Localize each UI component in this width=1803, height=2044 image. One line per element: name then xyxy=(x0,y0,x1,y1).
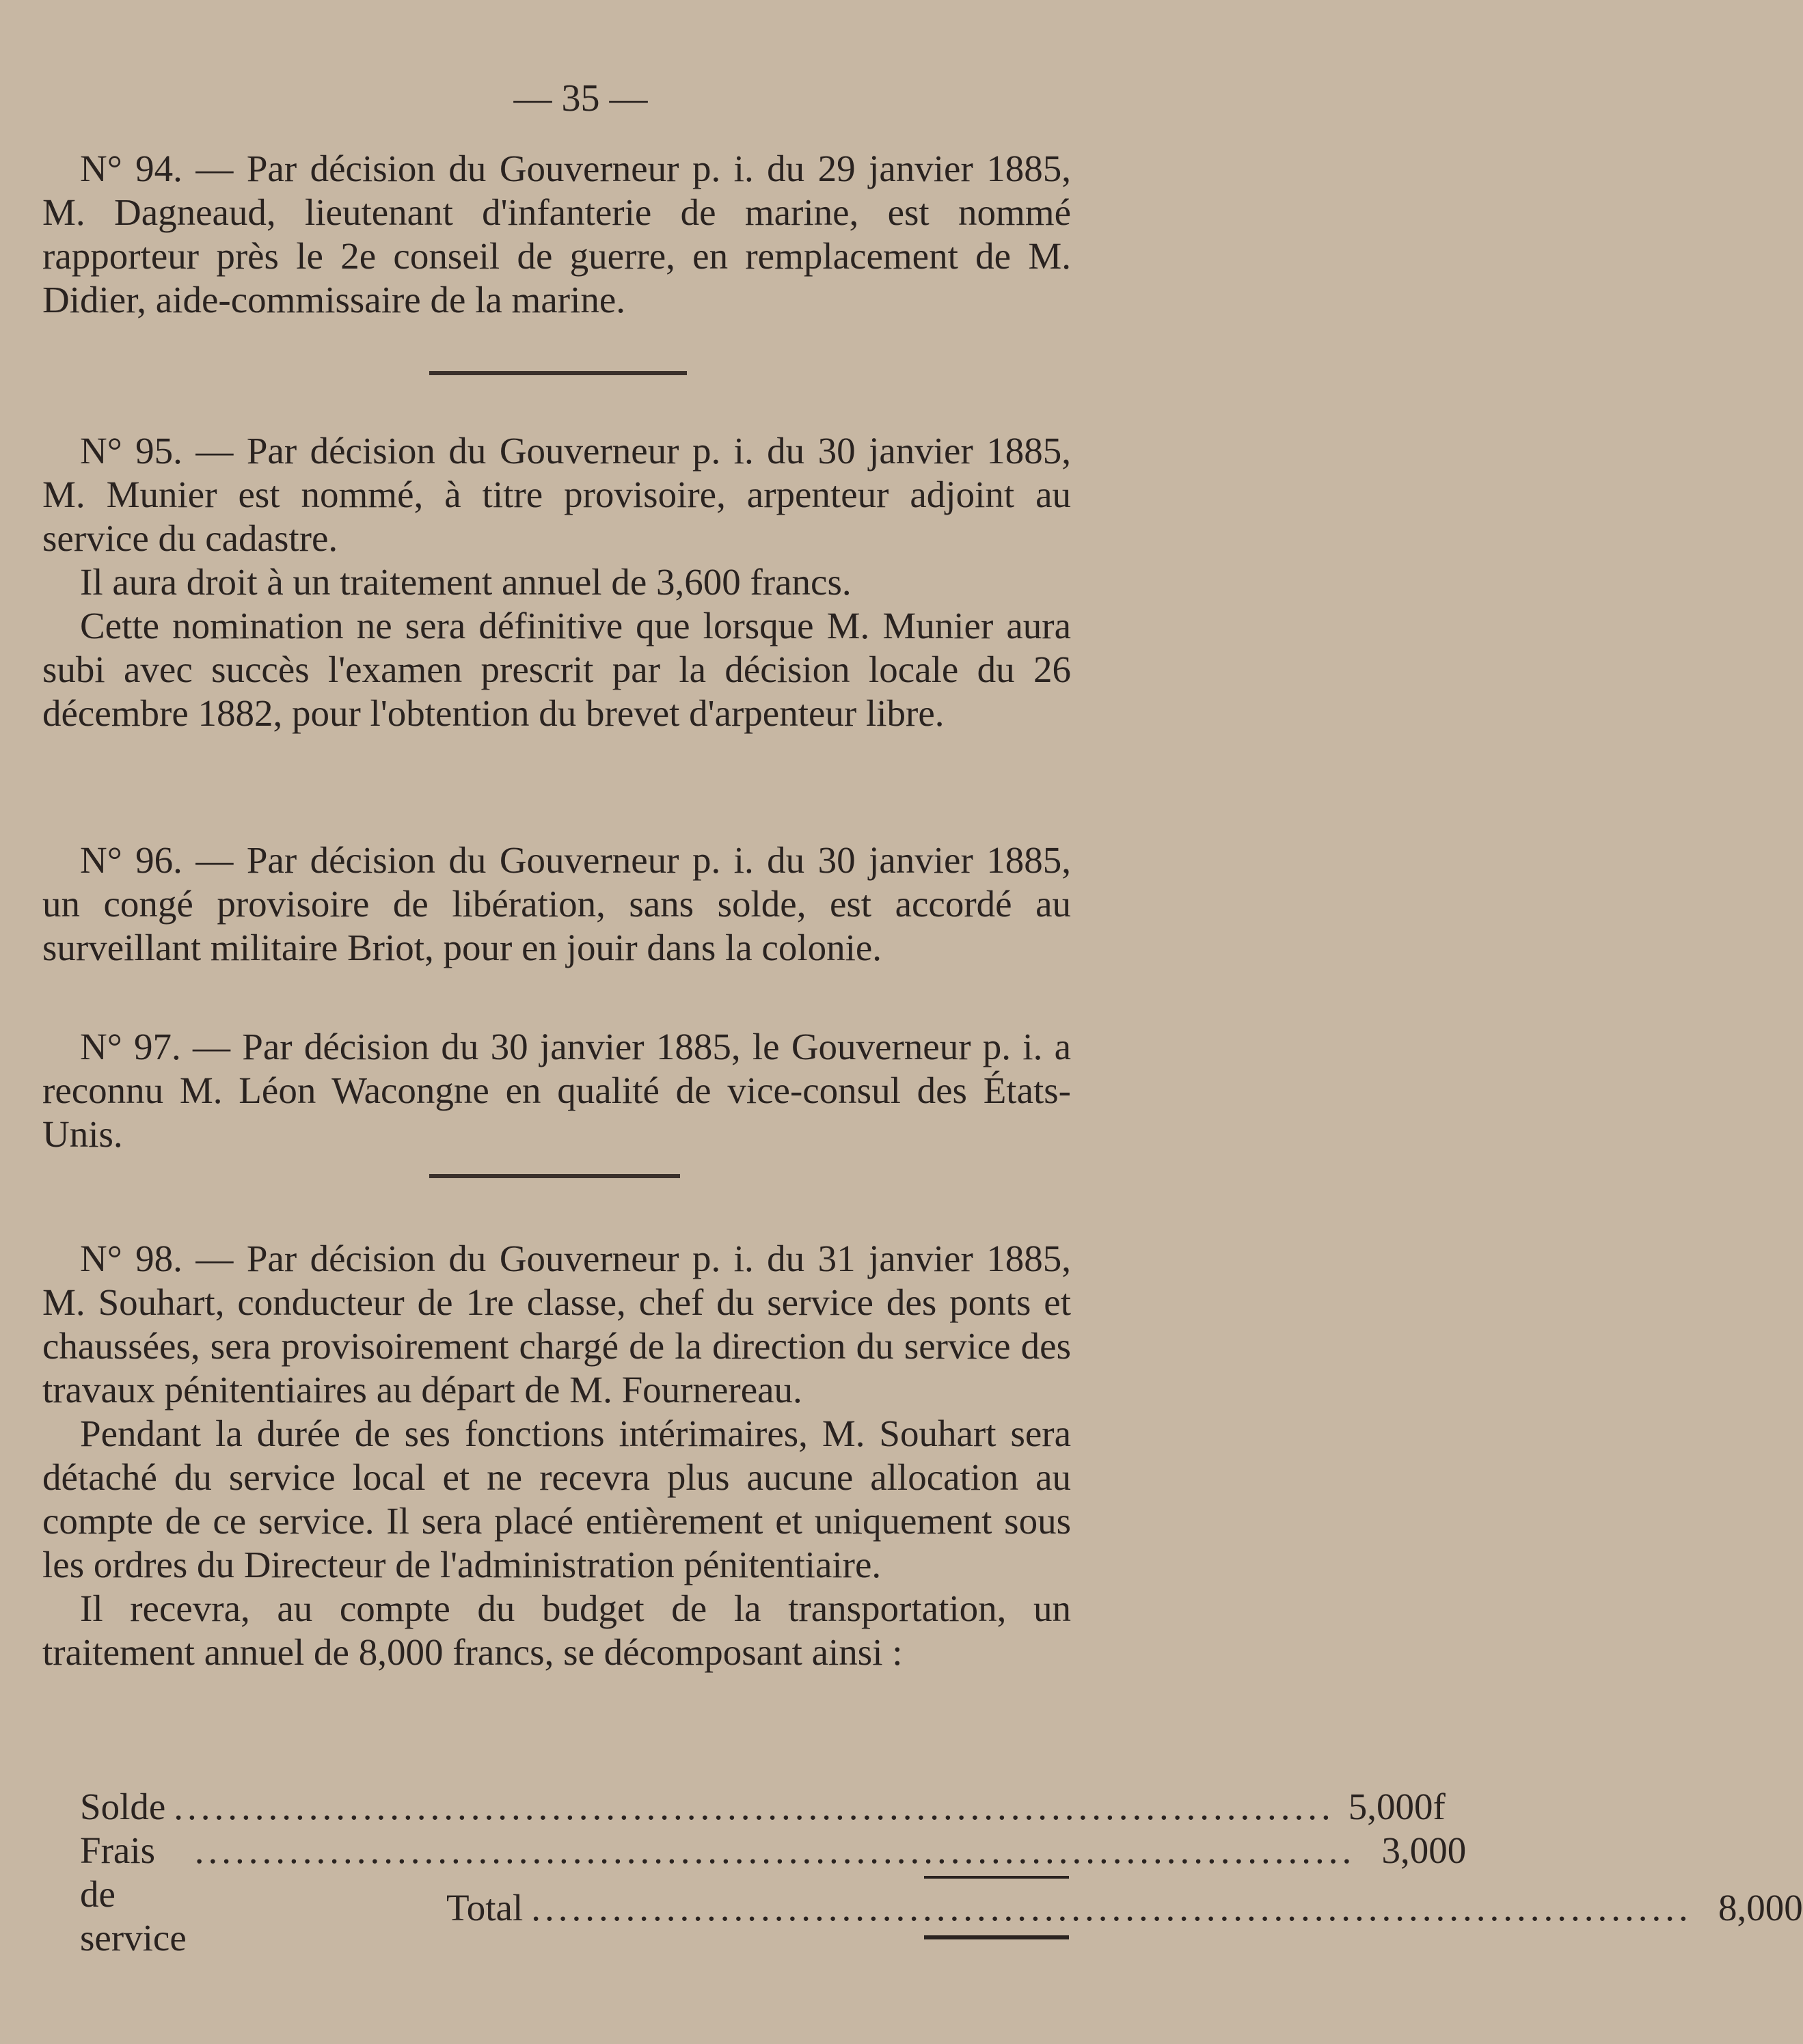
salary-total-amount: 8,000 xyxy=(1718,1887,1803,1929)
decision-96 xyxy=(42,839,1071,970)
decision-98 xyxy=(42,1237,1071,1674)
decision-98-paragraph-1: N° 98. — Par décision du Gouverneur p. i. du 31 janvier 1885, M. Souhart, conducteur de 1re classe, chef du service des ponts et chaussées, sera provisoirement chargé de la direction du service des travaux pénitentiaires au départ de M. Fournereau. xyxy=(42,1238,1071,1411)
total-double-rule xyxy=(924,1935,1069,1939)
decision-97-paragraph-1: N° 97. — Par décision du 30 janvier 1885, le Gouverneur p. i. a reconnu M. Léon Wacongne en qualité de vice-consul des États-Unis. xyxy=(42,1026,1071,1155)
dot-leader: ...................................................................................... xyxy=(174,1786,1335,1827)
salary-row-label: Frais de service xyxy=(80,1829,187,1959)
salary-total-row xyxy=(446,1886,1803,1930)
salary-row-amount: 5,000f xyxy=(1348,1786,1446,1827)
decision-95-paragraph-3: Cette nomination ne sera définitive que lorsque M. Munier aura subi avec succès l'examen prescrit par la décision locale du 26 décembre 1882, pour l'obtention du brevet d'arpenteur libre. xyxy=(42,605,1071,734)
decision-95-paragraph-2: Il aura droit à un traitement annuel de 3,600 francs. xyxy=(80,561,852,603)
dot-leader: ...................................................................................... xyxy=(531,1887,1692,1929)
section-divider xyxy=(429,1174,680,1178)
salary-total-label: Total xyxy=(446,1887,524,1929)
decision-96-paragraph-1: N° 96. — Par décision du Gouverneur p. i. du 30 janvier 1885, un congé provisoire de libération, sans solde, est accordé au surveillant militaire Briot, pour en jouir dans la colonie. xyxy=(42,839,1071,968)
salary-row-amount: 3,000 xyxy=(1381,1829,1467,1871)
dot-leader: ...................................................................................... xyxy=(194,1829,1356,1871)
page-number: — 35 — xyxy=(513,77,648,120)
decision-95 xyxy=(42,429,1071,735)
decision-98-paragraph-3: Il recevra, au compte du budget de la transportation, un traitement annuel de 8,000 francs, se décomposant ainsi : xyxy=(42,1587,1071,1673)
sum-line xyxy=(924,1876,1069,1879)
decision-98-paragraph-2: Pendant la durée de ses fonctions intérimaires, M. Souhart sera détaché du service local et ne recevra plus aucune allocation au compte de ce service. Il sera placé entièrement et uniquement sous les ordres du Directeur de l'administration pénitentiaire. xyxy=(42,1413,1071,1585)
section-divider xyxy=(429,371,687,375)
decision-97 xyxy=(42,1025,1071,1156)
salary-row-label: Solde xyxy=(80,1786,166,1827)
decision-94 xyxy=(42,147,1071,322)
salary-row-solde xyxy=(80,1785,1446,1829)
decision-94-paragraph-1: N° 94. — Par décision du Gouverneur p. i. du 29 janvier 1885, M. Dagneaud, lieutenant d'infanterie de marine, est nommé rapporteur près le 2e conseil de guerre, en remplacement de M. Didier, aide-commissaire de la marine. xyxy=(42,148,1071,321)
decision-95-paragraph-1: N° 95. — Par décision du Gouverneur p. i. du 30 janvier 1885, M. Munier est nommé, à titre provisoire, arpenteur adjoint au service du cadastre. xyxy=(42,430,1071,559)
